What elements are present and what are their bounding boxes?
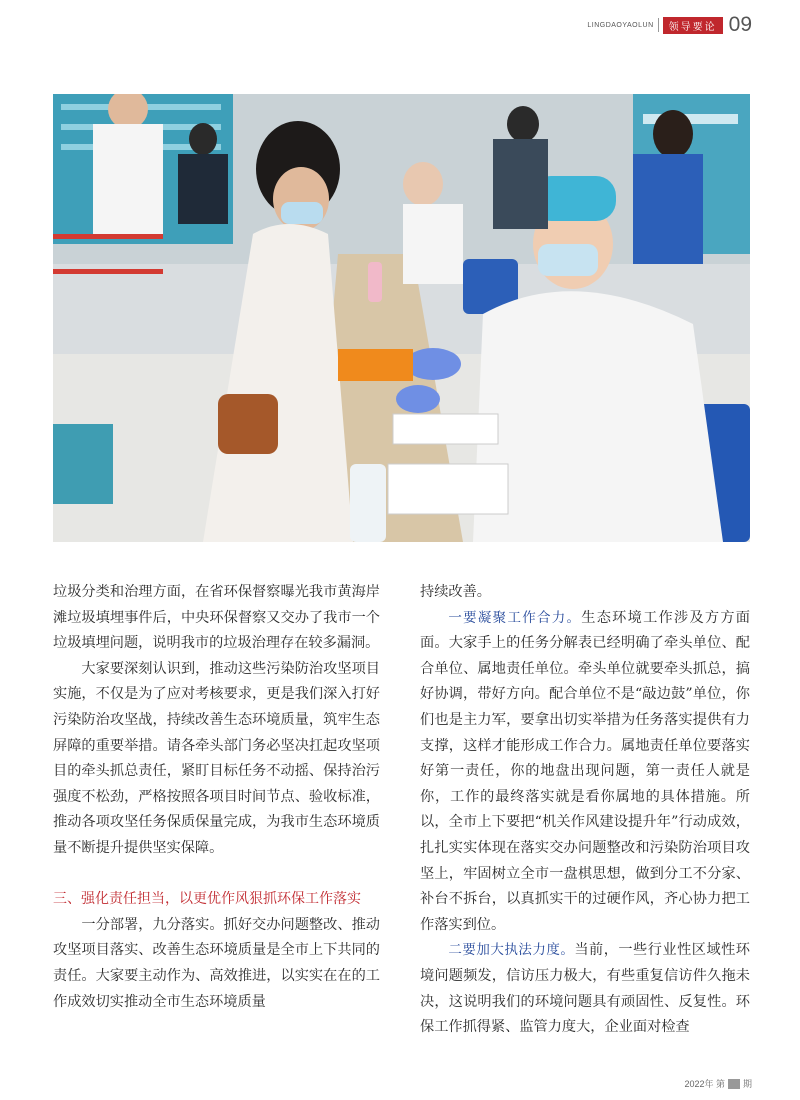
- page-header: [587, 12, 752, 38]
- article-photo: [53, 94, 750, 542]
- left-column: [53, 580, 380, 1015]
- paragraph-body: 生态环境工作涉及方方面面。大家手上的任务分解表已经明确了牵头单位、配合单位、属地责任单位。牵头单位就要牵头抓总，搞好协调，带好方向。配合单位不是“敲边鼓”单位，你们也是主力军，要拿出切实举措为任务落实提供有力支撑，这样才能形成工作合力。属地责任单位要落实好第一责任，你的地盘出现问题，第一责任人就是你，工作的最终落实就是看你属地的具体措施。所以，全市上下要把“机关作风建设提升年”行动成效，扎扎实实体现在落实交办问题整改和污染防治项目攻坚上，牢固树立全市一盘棋思想，做到分工不分家、补台不拆台，以真抓实干的过硬作风，齐心协力把工作落实到位。: [420, 609, 750, 933]
- paragraph: 大家要深刻认识到，推动这些污染防治攻坚项目实施，不仅是为了应对考核要求，更是我们深入打好污染防治攻坚战，持续改善生态环境质量，筑牢生态屏障的重要举措。请各牵头部门务必坚决扛起攻坚项目的牵头抓总责任，紧盯目标任务不动摇、保持治污强度不松劲，严格按照各项目时间节点、验收标准，推动各项攻坚任务保质保量完成，为我市生态环境质量不断提升提供坚实保障。: [53, 660, 380, 856]
- photo-illustration: [53, 94, 750, 542]
- footer-year: 2022年 第: [684, 1079, 725, 1089]
- page-number: 09: [728, 13, 752, 36]
- header-divider: [658, 18, 659, 32]
- paragraph: 垃圾分类和治理方面，在省环保督察曝光我市黄海岸滩垃圾填埋事件后，中央环保督察又交办了我市一个垃圾填埋问题，说明我市的垃圾治理存在较多漏洞。: [53, 584, 380, 652]
- page-footer: [684, 1077, 752, 1090]
- lead-phrase: 二要加大执法力度。: [448, 942, 575, 959]
- footer-suffix: 期: [742, 1079, 752, 1089]
- right-column: [420, 580, 750, 1041]
- column-badge: 领导要论: [663, 17, 723, 34]
- paragraph: 一分部署，九分落实。抓好交办问题整改、推动攻坚项目落实、改善生态环境质量是全市上下共同的责任。大家要主动作为、高效推进，以实实在在的工作成效切实推动全市生态环境质量: [53, 916, 380, 1010]
- paragraph-body: 当前，一些行业性区域性环境问题频发，信访压力极大，有些重复信访件久拖未决，这说明我们的环境问题具有顽固性、反复性。环保工作抓得紧、监管力度大，企业面对检查: [420, 942, 750, 1036]
- section-heading: 三、强化责任担当，以更优作风狠抓环保工作落实: [53, 891, 361, 908]
- column-name-latin: LINGDAOYAOLUN: [587, 21, 654, 29]
- issue-number: [728, 1079, 740, 1089]
- lead-phrase: 一要凝聚工作合力。: [448, 609, 582, 626]
- paragraph: 持续改善。: [420, 584, 491, 600]
- paragraph: [420, 606, 750, 939]
- paragraph: [420, 938, 750, 1040]
